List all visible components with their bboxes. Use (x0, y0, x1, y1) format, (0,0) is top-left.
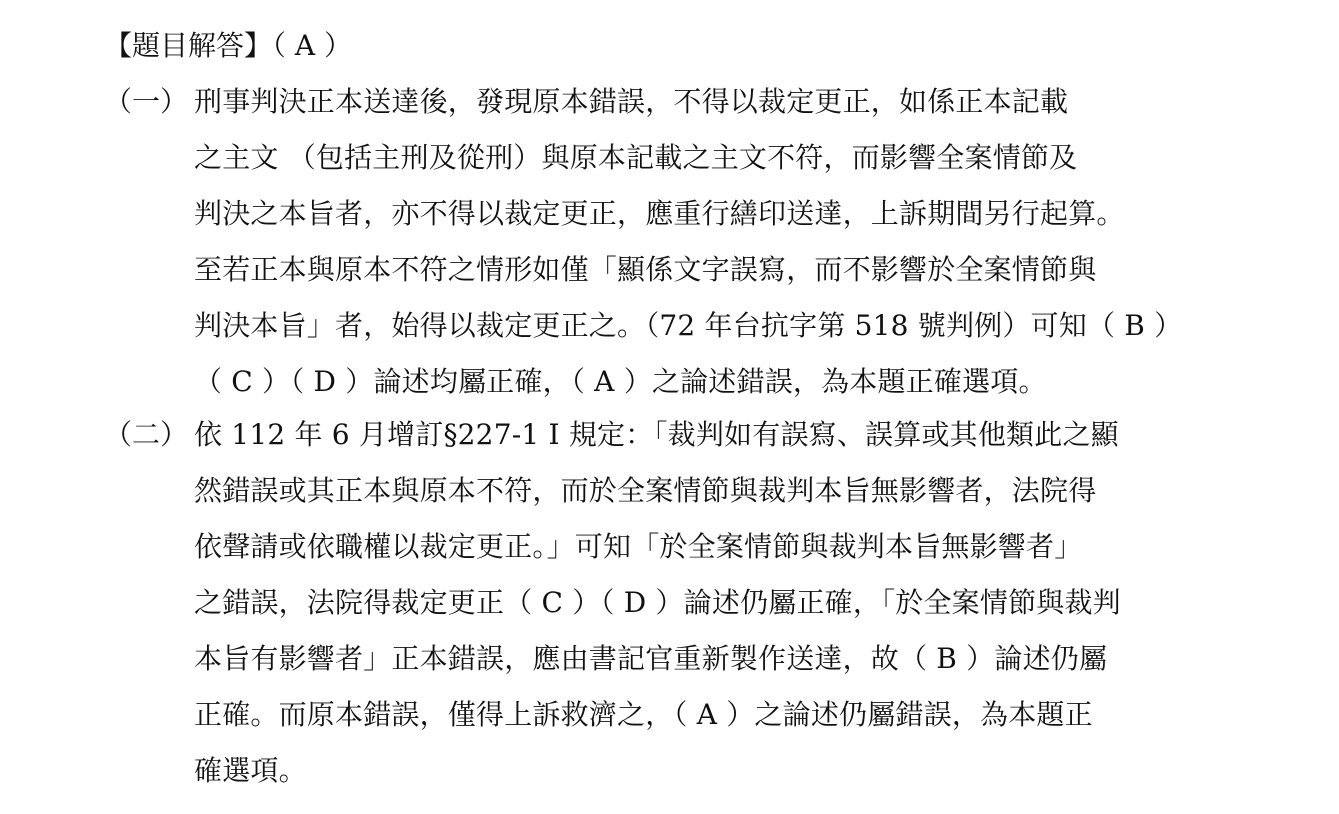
section-two-marker: （二） (104, 418, 189, 451)
section-two-line-4: 之錯誤，法院得裁定更正（ C ）（ D ）論述仍屬正確，「於全案情節與裁判 (194, 586, 1121, 619)
section-two-line-5: 本旨有影響者」正本錯誤，應由書記官重新製作送達，故（ B ）論述仍屬 (194, 642, 1108, 675)
section-one-line-6: （ C ）（ D ）論述均屬正確，（ A ）之論述錯誤，為本題正確選項。 (194, 365, 1047, 398)
section-one-line-1: 刑事判決正本送達後，發現原本錯誤，不得以裁定更正，如係正本記載 (194, 85, 1069, 118)
answer-heading: 【題目解答】（ A ） (104, 29, 353, 62)
section-one-line-4: 至若正本與原本不符之情形如僅「顯係文字誤寫，而不影響於全案情節與 (194, 253, 1097, 286)
section-two-line-2: 然錯誤或其正本與原本不符，而於全案情節與裁判本旨無影響者，法院得 (194, 474, 1097, 507)
section-one-marker: （一） (104, 85, 189, 118)
section-one-line-3: 判決之本旨者，亦不得以裁定更正，應重行繕印送達，上訴期間另行起算。 (194, 197, 1125, 230)
section-one-line-5: 判決本旨」者，始得以裁定更正之。（72 年台抗字第 518 號判例）可知（ B ） (194, 309, 1183, 342)
section-two-line-6: 正確。而原本錯誤，僅得上訴救濟之，（ A ）之論述仍屬錯誤，為本題正 (194, 698, 1093, 731)
section-two-line-7: 確選項。 (194, 754, 307, 787)
section-two-line-1: 依 112 年 6 月增訂§227-1 I 規定：「裁判如有誤寫、誤算或其他類此之顯 (194, 418, 1119, 451)
section-two-line-3: 依聲請或依職權以裁定更正。」可知「於全案情節與裁判本旨無影響者」 (194, 530, 1083, 563)
section-one-line-2: 之主文 （包括主刑及從刑）與原本記載之主文不符，而影響全案情節及 (194, 141, 1078, 174)
